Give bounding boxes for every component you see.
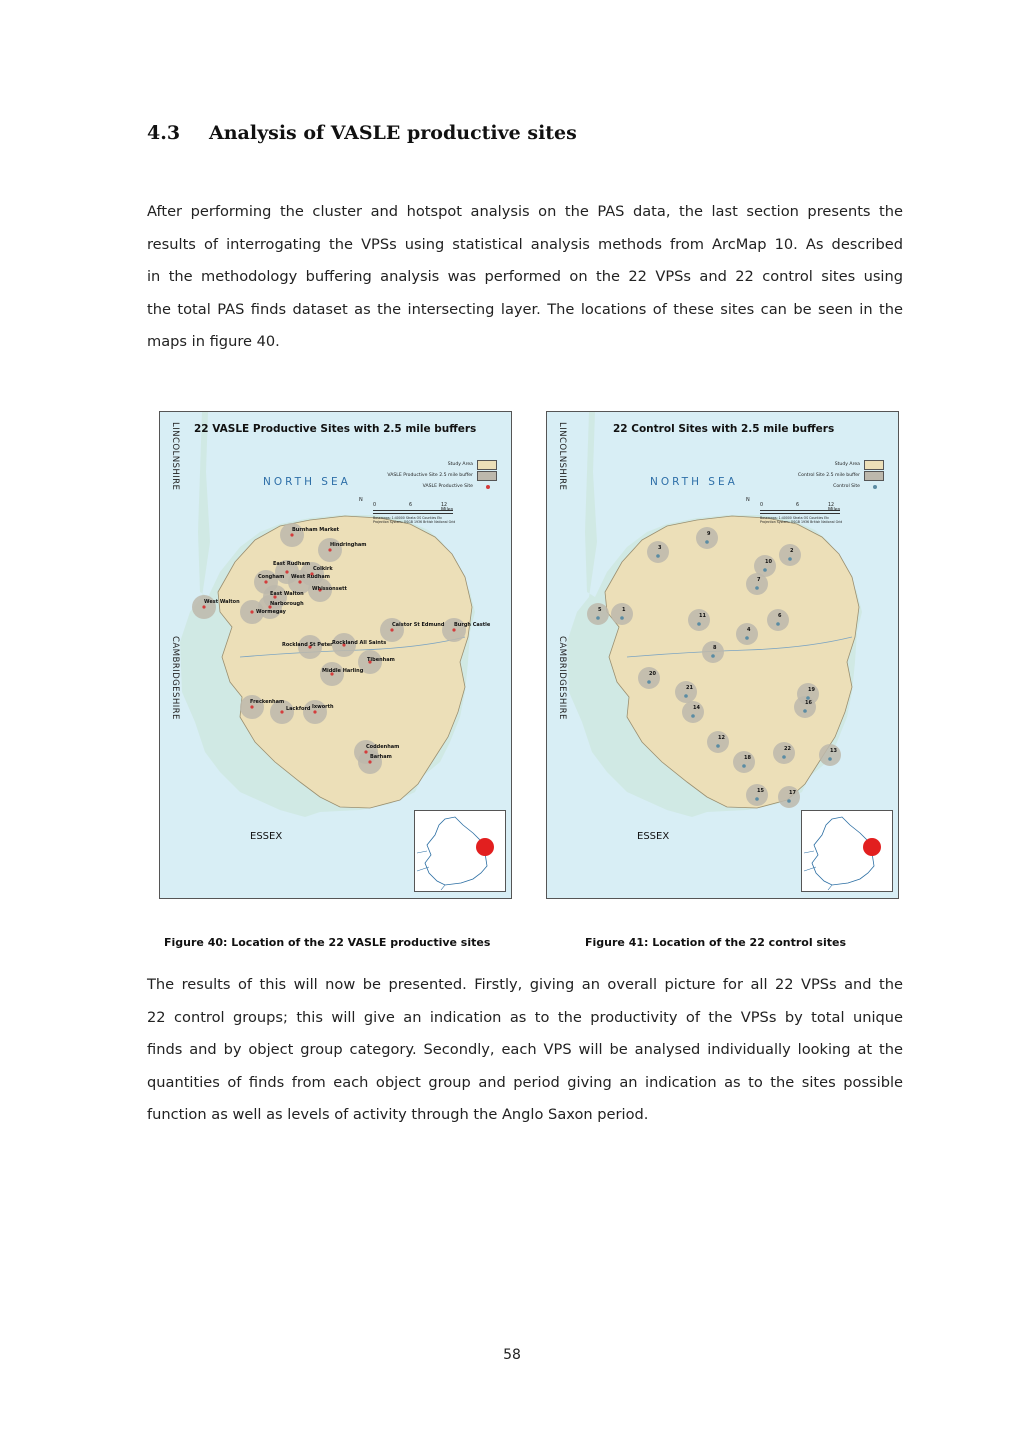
paragraph-line: the total PAS finds dataset as the intersecting layer. The locations of these sites can be seen in the bbox=[147, 300, 903, 318]
site-number: 11 bbox=[699, 613, 706, 619]
site-label: Middle Harling bbox=[322, 668, 364, 674]
site-label: West Walton bbox=[204, 599, 240, 605]
site-label: Freckenham bbox=[250, 699, 285, 705]
site-number: 22 bbox=[784, 746, 791, 752]
paragraph-line: results of interrogating the VPSs using statistical analysis methods from ArcMap 10. As described bbox=[147, 235, 903, 253]
site-label: Lackford bbox=[286, 706, 311, 712]
site-number: 17 bbox=[789, 790, 796, 796]
site-number: 10 bbox=[765, 559, 772, 565]
legend-site: VASLE Productive Site bbox=[422, 484, 473, 489]
scale-tick: 12 Miles bbox=[828, 503, 841, 513]
legend-swatch-buffer bbox=[477, 471, 497, 481]
site-label: Burnham Market bbox=[292, 527, 340, 533]
legend-swatch-site bbox=[873, 485, 877, 489]
paragraph-line: finds and by object group category. Secondly, each VPS will be analysed individually looking at the bbox=[147, 1041, 903, 1058]
legend-study-area: Study Area bbox=[834, 462, 860, 467]
site-label: Caistor St Edmund bbox=[392, 622, 445, 628]
legend-swatch-buffer bbox=[864, 471, 884, 481]
cambridgeshire-label: CAMBRIDGESHIRE bbox=[557, 636, 567, 720]
site-label: West Rudham bbox=[291, 574, 330, 580]
site-number: 13 bbox=[830, 748, 837, 754]
legend-buffer: VASLE Productive Site 2.5 mile buffer bbox=[387, 473, 473, 478]
paragraph-line: in the methodology buffering analysis was performed on the 22 VPSs and 22 control sites using bbox=[147, 268, 903, 285]
site-number: 2 bbox=[790, 548, 794, 554]
section-title: Analysis of VASLE productive sites bbox=[209, 122, 577, 144]
map-title: 22 Control Sites with 2.5 mile buffers bbox=[613, 423, 835, 435]
site-label: Tibenham bbox=[367, 657, 395, 663]
scale-tick: 0 bbox=[760, 503, 764, 508]
inset-svg bbox=[802, 811, 892, 891]
site-label: Whissonsett bbox=[312, 586, 347, 592]
map-legend bbox=[736, 459, 886, 524]
site-label: Barham bbox=[370, 754, 392, 760]
scale-bar bbox=[746, 497, 876, 524]
figure-41-caption: Figure 41: Location of the 22 control sites bbox=[585, 936, 847, 949]
site-number: 20 bbox=[649, 671, 656, 677]
projection-note: Projection System: OSGB 1936 British National Grid bbox=[373, 520, 456, 524]
site-label: Hindringham bbox=[330, 542, 367, 548]
paragraph-line: 22 control groups; this will give an indication as to the productivity of the VPSs by total unique bbox=[147, 1008, 903, 1026]
paragraph-line: maps in figure 40. bbox=[147, 333, 280, 350]
site-label: Ixworth bbox=[312, 704, 334, 710]
scale-tick: 0 bbox=[373, 503, 377, 508]
legend-site: Control Site bbox=[833, 484, 860, 489]
site-number: 15 bbox=[757, 788, 764, 794]
scale-line bbox=[373, 510, 453, 514]
results-paragraph bbox=[147, 969, 903, 1132]
paragraph-line: function as well as levels of activity through the Anglo Saxon period. bbox=[147, 1106, 649, 1123]
essex-label: ESSEX bbox=[637, 831, 670, 842]
scale-tick: 12 Miles bbox=[441, 503, 454, 513]
lincolnshire-label: LINCOLNSHIRE bbox=[557, 422, 567, 491]
site-number: 18 bbox=[744, 755, 751, 761]
paragraph-line: quantities of finds from each object group and period giving an indication as to the sites possible bbox=[147, 1073, 903, 1091]
north-sea-label: NORTH SEA bbox=[263, 476, 351, 488]
scale-tick: 6 bbox=[796, 503, 800, 508]
projection-note: Projection System: OSGB 1936 British National Grid bbox=[760, 520, 843, 524]
legend-study-area: Study Area bbox=[447, 462, 473, 467]
site-number: 4 bbox=[747, 627, 751, 633]
legend-swatch-study-area bbox=[864, 460, 884, 470]
site-label: Congham bbox=[258, 574, 285, 580]
site-number: 19 bbox=[808, 687, 815, 693]
section-heading bbox=[147, 122, 577, 144]
scale-line bbox=[760, 510, 840, 514]
site-label: East Walton bbox=[270, 591, 304, 597]
site-number: 12 bbox=[718, 735, 725, 741]
cambridgeshire-label: CAMBRIDGESHIRE bbox=[170, 636, 180, 720]
inset-map bbox=[801, 810, 893, 892]
essex-label: ESSEX bbox=[250, 831, 283, 842]
paragraph-line: After performing the cluster and hotspot analysis on the PAS data, the last section presents the bbox=[147, 203, 903, 220]
north-arrow-icon: N bbox=[746, 497, 750, 503]
site-number: 5 bbox=[598, 607, 602, 613]
inset-map bbox=[414, 810, 506, 892]
figure-41-map bbox=[546, 411, 899, 899]
north-sea-label: NORTH SEA bbox=[650, 476, 738, 488]
site-number: 7 bbox=[757, 577, 761, 583]
figure-40-caption: Figure 40: Location of the 22 VASLE productive sites bbox=[164, 936, 491, 949]
site-number: 3 bbox=[658, 545, 662, 551]
site-number: 16 bbox=[805, 700, 812, 706]
site-label: Colkirk bbox=[313, 566, 333, 572]
basemap-note: Basemaps: 1:40000 Strata OS Counties Etc bbox=[760, 516, 830, 520]
paragraph-line: The results of this will now be presented. Firstly, giving an overall picture for all 22 VPSs and the bbox=[147, 976, 903, 993]
inset-svg bbox=[415, 811, 505, 891]
scale-bar bbox=[359, 497, 489, 524]
legend-buffer: Control Site 2.5 mile buffer bbox=[797, 473, 860, 478]
site-label: Wormegay bbox=[256, 609, 286, 615]
page-number: 58 bbox=[503, 1347, 521, 1363]
scale-tick: 6 bbox=[409, 503, 413, 508]
site-number: 9 bbox=[707, 531, 711, 537]
intro-paragraph bbox=[147, 196, 903, 359]
site-label: Rockland All Saints bbox=[332, 640, 387, 646]
figure-40-map bbox=[159, 411, 512, 899]
site-label: Coddenham bbox=[366, 744, 400, 750]
map-legend bbox=[349, 459, 499, 524]
site-number: 8 bbox=[713, 645, 717, 651]
site-label: East Rudham bbox=[273, 561, 311, 567]
legend-swatch-site bbox=[486, 485, 490, 489]
site-number: 6 bbox=[778, 613, 782, 619]
site-label: Rockland St Peter bbox=[282, 642, 333, 648]
site-label: Burgh Castle bbox=[454, 622, 491, 628]
site-number: 14 bbox=[693, 705, 700, 711]
legend-swatch-study-area bbox=[477, 460, 497, 470]
map-title: 22 VASLE Productive Sites with 2.5 mile buffers bbox=[194, 423, 477, 435]
site-number: 21 bbox=[686, 685, 693, 691]
lincolnshire-label: LINCOLNSHIRE bbox=[170, 422, 180, 491]
site-number: 1 bbox=[622, 607, 626, 613]
basemap-note: Basemaps: 1:40000 Strata OS Counties Etc bbox=[373, 516, 443, 520]
site-label: Narborough bbox=[270, 601, 304, 607]
north-arrow-icon: N bbox=[359, 497, 363, 503]
section-number: 4.3 bbox=[147, 122, 181, 144]
